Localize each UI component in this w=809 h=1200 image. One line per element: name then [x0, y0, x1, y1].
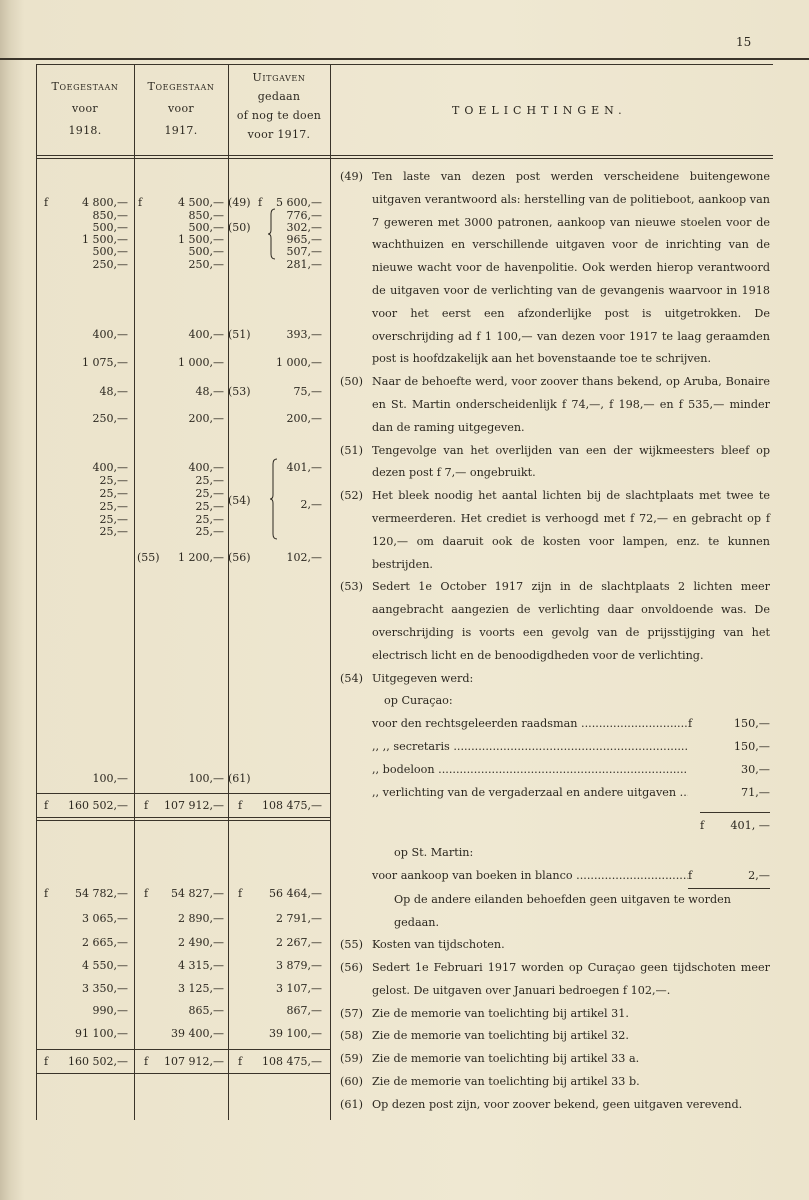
amount-uitgaven: 2 791,— [276, 912, 322, 925]
amount-1918: 250,— [92, 412, 128, 425]
amount-1918: 990,— [92, 1004, 128, 1017]
florin-mark: f [238, 799, 243, 812]
note-51 [340, 440, 770, 486]
note-54-closing: Op de andere eilanden behoefden geen uitgaven te worden gedaan. [394, 892, 731, 929]
amount-1917: 3 125,— [178, 982, 224, 995]
note-text: Sedert 1e Februari 1917 worden op Curaçao geen tijdschoten meer gelost. De uitgaven over Januari bedroegen f 102,—. [372, 961, 770, 997]
florin-mark: f [700, 819, 705, 833]
amount-1917: 250,— [188, 258, 224, 271]
note-ref: (54) [228, 494, 251, 507]
note-54-sub-st-martin: op St. Martin: [394, 846, 474, 860]
note-number: (51) [340, 443, 363, 457]
amount-uitgaven: 281,— [286, 258, 322, 271]
expense-row [340, 865, 770, 889]
florin-mark: f [144, 1055, 149, 1068]
note-60 [340, 1071, 770, 1094]
amount-1917: 48,— [195, 385, 224, 398]
note-ref: (56) [228, 551, 251, 564]
amount-1917: 4 315,— [178, 959, 224, 972]
florin-mark: f [44, 799, 49, 812]
note-ref: (51) [228, 328, 251, 341]
amount-1917: 39 400,— [171, 1027, 224, 1040]
amount-1917: 850,— [188, 209, 224, 222]
note-59 [340, 1048, 770, 1071]
amount-1918: 25,— [99, 525, 128, 538]
note-text: Het bleek noodig het aantal lichten bij de slachtplaats met twee te vermeerderen. Het crediet is verhoogd met f 72,— en gebracht op f 120,— om daaruit ook de kosten voor lampen, enz. te kunnen bestrijden. [372, 489, 770, 571]
total-1917: 107 912,— [164, 1055, 224, 1068]
note-55 [340, 934, 770, 957]
expense-amount: 150,— [733, 739, 770, 753]
amount-uitgaven: 3 107,— [276, 982, 322, 995]
note-text: Ten laste van dezen post werden verscheidene buitengewone uitgaven verantwoord als: herstelling van de politieboot, aankoop van 7 geweren met 3000 patronen, aankoop van nieuwe stoelen voor de wachthuizen en verschillende uitgaven voor de inrichting van de nieuwe wacht voor de havenpolitie. Ook werden hierop verantwoord de uitgaven voor de verlichting van de gevangenis waarvoor in 1918 voor het eerst een afzonderlijke post is uitgetrokken. De overschrijding ad f 1 100,— van dezen voor 1917 te laag geraamden post is hoofdzakelijk aan het bovenstaande toe te schrijven. [372, 170, 770, 366]
florin-mark: f [258, 196, 263, 209]
florin-mark: f [44, 196, 49, 209]
expense-label: ,, ,, secretaris ..... [372, 736, 688, 759]
note-58 [340, 1025, 770, 1048]
amount-1918: 1 500,— [82, 233, 128, 246]
amount-1917: 25,— [195, 500, 224, 513]
florin-mark: f [238, 887, 243, 900]
amount-uitgaven: 507,— [286, 245, 322, 258]
amount-1917: 400,— [188, 461, 224, 474]
expense-label: ,, verlichting van de vergaderzaal en andere uitgaven ..... [372, 782, 688, 805]
amount-uitgaven: 200,— [286, 412, 322, 425]
note-number: (55) [340, 938, 363, 952]
page-number: 15 [736, 35, 752, 49]
note-number: (57) [340, 1006, 363, 1020]
florin-mark: f [138, 196, 143, 209]
top-rule [0, 58, 809, 60]
amount-1917: 200,— [188, 412, 224, 425]
note-54-sub-curacao: op Curaçao: [384, 694, 453, 708]
total-uitgaven: 108 475,— [262, 1055, 322, 1068]
subtotal-rule-top [36, 793, 330, 794]
amount-1918: 400,— [92, 461, 128, 474]
amount-uitgaven: 3 879,— [276, 959, 322, 972]
header-bottom-rule [36, 155, 773, 156]
florin-mark: f [44, 1055, 49, 1068]
note-number: (53) [340, 580, 363, 594]
subtotal-rule-bottom [36, 817, 330, 818]
note-ref: (55) [137, 551, 160, 564]
note-number: (56) [340, 961, 363, 975]
amount-1917: 400,— [188, 328, 224, 341]
note-56 [340, 957, 770, 1003]
amount-1917: 500,— [188, 245, 224, 258]
amount-1918: 48,— [99, 385, 128, 398]
note-number: (49) [340, 170, 363, 183]
amount-uitgaven: 2 267,— [276, 936, 322, 949]
amount-uitgaven: 393,— [286, 328, 322, 341]
note-50 [340, 371, 770, 439]
note-text: Zie de memorie van toelichting bij artikel 33 b. [372, 1075, 640, 1089]
amount-1918: 3 065,— [82, 912, 128, 925]
note-number: (60) [340, 1075, 363, 1089]
amount-1918: 100,— [92, 772, 128, 785]
note-53 [340, 576, 770, 667]
note-61 [340, 1094, 770, 1117]
brace-icon [270, 458, 278, 540]
total-1917: 107 912,— [164, 799, 224, 812]
amount-1917: 25,— [195, 474, 224, 487]
amount-1918: 91 100,— [75, 1027, 128, 1040]
expense-label: ,, bodeloon ..... [372, 759, 688, 782]
amount-1918: 2 665,— [82, 936, 128, 949]
note-text: Zie de memorie van toelichting bij artikel 33 a. [372, 1052, 640, 1066]
header-col-1918: Toegestaan voor 1918. [51, 80, 119, 137]
note-text: Op dezen post zijn, voor zoover bekend, geen uitgaven verevend. [372, 1097, 743, 1111]
header-col-1917: Toegestaan voor 1917. [147, 80, 215, 137]
note-text: Kosten van tijdschoten. [372, 938, 505, 952]
col-rule-left [36, 64, 37, 1120]
amount-1918: 4 800,— [82, 196, 128, 209]
florin-mark: f [44, 887, 49, 900]
header-top-rule [36, 64, 773, 65]
florin-mark: f [144, 799, 149, 812]
col-rule-3 [330, 64, 331, 1120]
note-number: (50) [340, 375, 363, 389]
note-number: (52) [340, 489, 363, 503]
amount-1917: 100,— [188, 772, 224, 785]
expense-label: voor den rechtsgeleerden raadsman ..... [372, 713, 688, 736]
amount-uitgaven: 401,— [286, 461, 322, 474]
amount-1917: 25,— [195, 487, 224, 500]
florin-mark: f [144, 887, 149, 900]
florin-mark: f [688, 717, 693, 731]
amount-1917: 1 000,— [178, 356, 224, 369]
subtotal-row [700, 812, 770, 838]
amount-uitgaven: 776,— [286, 209, 322, 222]
expense-row [340, 736, 770, 759]
note-49 [340, 166, 770, 371]
amount-1918: 1 075,— [82, 356, 128, 369]
total-rule-top [36, 1049, 330, 1050]
note-number: (54) [340, 671, 363, 685]
note-ref: (61) [228, 772, 251, 785]
florin-mark: f [688, 865, 712, 889]
expense-row [340, 782, 770, 805]
total-uitgaven: 108 475,— [262, 799, 322, 812]
amount-uitgaven: 965,— [286, 233, 322, 246]
header-bottom-rule-2 [36, 158, 773, 159]
subtotal-amount: 401, — [730, 819, 770, 833]
note-number: (58) [340, 1029, 363, 1043]
amount-1918: 400,— [92, 328, 128, 341]
amount-1918: 54 782,— [75, 887, 128, 900]
note-ref: (53) [228, 385, 251, 398]
note-57 [340, 1003, 770, 1026]
expense-amount: 2,— [712, 865, 770, 889]
amount-1917: 500,— [188, 221, 224, 234]
expense-row [340, 713, 770, 736]
amount-uitgaven: 2,— [300, 498, 322, 511]
amount-1918: 500,— [92, 245, 128, 258]
amount-uitgaven: 39 100,— [269, 1027, 322, 1040]
note-52 [340, 485, 770, 576]
amount-1918: 25,— [99, 500, 128, 513]
note-text: Zie de memorie van toelichting bij artikel 32. [372, 1029, 629, 1043]
amount-uitgaven: 302,— [286, 221, 322, 234]
amount-uitgaven: 5 600,— [276, 196, 322, 209]
amount-uitgaven: 75,— [293, 385, 322, 398]
note-number: (59) [340, 1052, 363, 1066]
expense-amount: 30,— [741, 762, 770, 776]
amount-1917: 1 200,— [178, 551, 224, 564]
amount-1917: 1 500,— [178, 233, 224, 246]
expense-amount: 150,— [733, 717, 770, 731]
amount-1917: 54 827,— [171, 887, 224, 900]
toelichtingen-notes [340, 166, 770, 1117]
note-text: Naar de behoefte werd, voor zoover thans bekend, op Aruba, Bonaire en St. Martin onderscheidenlijk f 74,—, f 198,— en f 535,— minder dan de raming uitgegeven. [372, 375, 770, 434]
amount-1918: 3 350,— [82, 982, 128, 995]
note-text: Uitgegeven werd: [372, 671, 474, 685]
total-1918: 160 502,— [68, 1055, 128, 1068]
amount-1918: 250,— [92, 258, 128, 271]
note-text: Sedert 1e October 1917 zijn in de slachtplaats 2 lichten meer aangebracht aangezien de verlichting daar onvoldoende was. De overschrijding is voorts een gevolg van de prijsstijging van het electrisch licht en de benoodigdheden voor de verlichting. [372, 580, 770, 662]
amount-1918: 850,— [92, 209, 128, 222]
amount-1917: 2 890,— [178, 912, 224, 925]
expense-row [340, 759, 770, 782]
total-1918: 160 502,— [68, 799, 128, 812]
subtotal-rule-bottom-2 [36, 820, 330, 821]
expense-amount: 71,— [741, 785, 770, 799]
note-54 [340, 668, 770, 691]
note-ref: (50) [228, 221, 251, 234]
amount-1918: 25,— [99, 513, 128, 526]
expense-label: voor aankoop van boeken in blanco ..... [372, 865, 688, 888]
amount-uitgaven: 867,— [286, 1004, 322, 1017]
header-toelichtingen: TOELICHTINGEN. [452, 104, 627, 117]
amount-1917: 25,— [195, 513, 224, 526]
note-ref: (49) [228, 196, 251, 209]
note-text: Tengevolge van het overlijden van een der wijkmeesters bleef op dezen post f 7,— ongebruikt. [372, 443, 770, 480]
note-text: Zie de memorie van toelichting bij artikel 31. [372, 1006, 629, 1020]
amount-1918: 25,— [99, 474, 128, 487]
amount-1917: 25,— [195, 525, 224, 538]
note-number: (61) [340, 1097, 363, 1111]
brace-icon [268, 208, 276, 260]
total-rule-bottom [36, 1073, 330, 1074]
amount-1918: 25,— [99, 487, 128, 500]
header-col-uitgaven: Uitgaven gedaan of nog te doen voor 1917. [236, 71, 322, 141]
amount-1917: 865,— [188, 1004, 224, 1017]
florin-mark: f [238, 1055, 243, 1068]
amount-1918: 4 550,— [82, 959, 128, 972]
amount-uitgaven: 56 464,— [269, 887, 322, 900]
amount-1917: 2 490,— [178, 936, 224, 949]
amount-1917: 4 500,— [178, 196, 224, 209]
amount-1918: 500,— [92, 221, 128, 234]
amount-uitgaven: 102,— [286, 551, 322, 564]
amount-uitgaven: 1 000,— [276, 356, 322, 369]
